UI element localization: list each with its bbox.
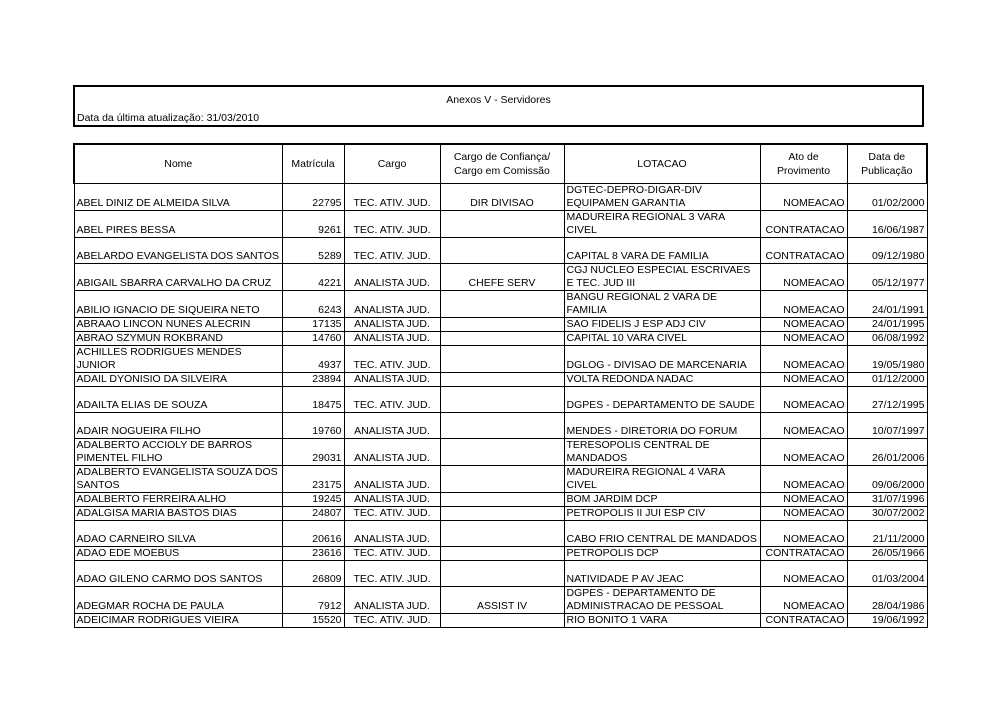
cell-cargo: ANALISTA JUD. (344, 466, 440, 493)
cell-ato: NOMEACAO (760, 184, 847, 211)
cell-cargo: TEC. ATIV. JUD. (344, 238, 440, 264)
cell-matricula: 23616 (282, 547, 344, 561)
cell-cargo: TEC. ATIV. JUD. (344, 346, 440, 373)
cell-cargo: ANALISTA JUD. (344, 264, 440, 291)
cell-cargo: ANALISTA JUD. (344, 332, 440, 346)
cell-ato: CONTRATACAO (760, 547, 847, 561)
cell-data: 27/12/1995 (847, 387, 927, 413)
report-header (73, 85, 924, 127)
cell-data: 05/12/1977 (847, 264, 927, 291)
table-row (74, 332, 927, 346)
cell-cargo: ANALISTA JUD. (344, 291, 440, 318)
cell-confianca (440, 493, 564, 507)
cell-ato: NOMEACAO (760, 493, 847, 507)
cell-ato: NOMEACAO (760, 587, 847, 614)
cell-nome: ADEICIMAR RODRIGUES VIEIRA (74, 614, 282, 628)
cell-data: 09/12/1980 (847, 238, 927, 264)
cell-ato: NOMEACAO (760, 439, 847, 466)
servidores-table (73, 143, 928, 628)
cell-ato: NOMEACAO (760, 466, 847, 493)
cell-data: 31/07/1996 (847, 493, 927, 507)
cell-ato: NOMEACAO (760, 264, 847, 291)
cell-ato: NOMEACAO (760, 521, 847, 547)
cell-lotacao: PETROPOLIS II JUI ESP CIV (564, 507, 760, 521)
cell-ato: CONTRATACAO (760, 211, 847, 238)
col-header-lotacao: LOTACAO (564, 144, 760, 184)
cell-matricula: 23175 (282, 466, 344, 493)
table-row (74, 587, 927, 614)
cell-confianca: CHEFE SERV (440, 264, 564, 291)
cell-nome: ABRAAO LINCON NUNES ALECRIN (74, 318, 282, 332)
cell-confianca (440, 413, 564, 439)
cell-data: 24/01/1991 (847, 291, 927, 318)
cell-matricula: 19245 (282, 493, 344, 507)
cell-confianca (440, 346, 564, 373)
cell-confianca: DIR DIVISAO (440, 184, 564, 211)
cell-matricula: 17135 (282, 318, 344, 332)
cell-cargo: ANALISTA JUD. (344, 318, 440, 332)
cell-lotacao: BANGU REGIONAL 2 VARA DE FAMILIA (564, 291, 760, 318)
cell-confianca (440, 373, 564, 387)
table-row (74, 264, 927, 291)
cell-matricula: 4937 (282, 346, 344, 373)
cell-cargo: ANALISTA JUD. (344, 413, 440, 439)
cell-data: 01/12/2000 (847, 373, 927, 387)
cell-confianca (440, 466, 564, 493)
cell-matricula: 9261 (282, 211, 344, 238)
cell-cargo: TEC. ATIV. JUD. (344, 561, 440, 587)
cell-confianca (440, 547, 564, 561)
cell-lotacao: MADUREIRA REGIONAL 3 VARA CIVEL (564, 211, 760, 238)
cell-matricula: 29031 (282, 439, 344, 466)
cell-lotacao: CGJ NUCLEO ESPECIAL ESCRIVAES E TEC. JUD III (564, 264, 760, 291)
col-header-confianca: Cargo de Confiança/ Cargo em Comissão (440, 144, 564, 184)
cell-data: 06/08/1992 (847, 332, 927, 346)
cell-data: 01/02/2000 (847, 184, 927, 211)
cell-cargo: TEC. ATIV. JUD. (344, 184, 440, 211)
cell-confianca (440, 318, 564, 332)
table-header-row (74, 144, 927, 184)
cell-cargo: TEC. ATIV. JUD. (344, 211, 440, 238)
update-date: Data da última atualização: 31/03/2010 (77, 112, 260, 124)
report-title: Anexos V - Servidores (446, 94, 551, 106)
cell-lotacao: VOLTA REDONDA NADAC (564, 373, 760, 387)
cell-cargo: TEC. ATIV. JUD. (344, 507, 440, 521)
table-row (74, 318, 927, 332)
cell-data: 16/06/1987 (847, 211, 927, 238)
cell-nome: ADALBERTO ACCIOLY DE BARROS PIMENTEL FILHO (74, 439, 282, 466)
cell-nome: ADAILTA ELIAS DE SOUZA (74, 387, 282, 413)
cell-nome: ABIGAIL SBARRA CARVALHO DA CRUZ (74, 264, 282, 291)
cell-ato: NOMEACAO (760, 561, 847, 587)
cell-cargo: ANALISTA JUD. (344, 373, 440, 387)
table-row (74, 211, 927, 238)
cell-matricula: 19760 (282, 413, 344, 439)
table-row (74, 387, 927, 413)
cell-ato: CONTRATACAO (760, 614, 847, 628)
cell-nome: ADALBERTO FERREIRA ALHO (74, 493, 282, 507)
cell-nome: ADALBERTO EVANGELISTA SOUZA DOS SANTOS (74, 466, 282, 493)
cell-cargo: TEC. ATIV. JUD. (344, 547, 440, 561)
cell-ato: NOMEACAO (760, 332, 847, 346)
cell-nome: ADAO CARNEIRO SILVA (74, 521, 282, 547)
cell-matricula: 7912 (282, 587, 344, 614)
cell-matricula: 18475 (282, 387, 344, 413)
cell-data: 19/06/1992 (847, 614, 927, 628)
cell-lotacao: DGPES - DEPARTAMENTO DE SAUDE (564, 387, 760, 413)
cell-nome: ABRAO SZYMUN ROKBRAND (74, 332, 282, 346)
cell-ato: NOMEACAO (760, 373, 847, 387)
cell-ato: NOMEACAO (760, 318, 847, 332)
table-row (74, 493, 927, 507)
cell-data: 21/11/2000 (847, 521, 927, 547)
cell-confianca (440, 291, 564, 318)
col-header-matricula: Matrícula (282, 144, 344, 184)
cell-data: 10/07/1997 (847, 413, 927, 439)
cell-nome: ADEGMAR ROCHA DE PAULA (74, 587, 282, 614)
cell-cargo: ANALISTA JUD. (344, 587, 440, 614)
table-row (74, 291, 927, 318)
cell-matricula: 20616 (282, 521, 344, 547)
cell-lotacao: DGPES - DEPARTAMENTO DE ADMINISTRACAO DE PESSOAL (564, 587, 760, 614)
col-header-cargo: Cargo (344, 144, 440, 184)
cell-data: 26/05/1966 (847, 547, 927, 561)
cell-confianca (440, 238, 564, 264)
cell-matricula: 24807 (282, 507, 344, 521)
cell-data: 26/01/2006 (847, 439, 927, 466)
cell-matricula: 4221 (282, 264, 344, 291)
cell-matricula: 14760 (282, 332, 344, 346)
cell-cargo: ANALISTA JUD. (344, 439, 440, 466)
cell-ato: NOMEACAO (760, 346, 847, 373)
cell-ato: CONTRATACAO (760, 238, 847, 264)
cell-lotacao: SAO FIDELIS J ESP ADJ CIV (564, 318, 760, 332)
cell-ato: NOMEACAO (760, 507, 847, 521)
cell-nome: ADAIL DYONISIO DA SILVEIRA (74, 373, 282, 387)
cell-lotacao: CAPITAL 10 VARA CIVEL (564, 332, 760, 346)
cell-confianca (440, 521, 564, 547)
cell-data: 30/07/2002 (847, 507, 927, 521)
table-row (74, 346, 927, 373)
cell-confianca (440, 507, 564, 521)
cell-matricula: 22795 (282, 184, 344, 211)
cell-lotacao: MENDES - DIRETORIA DO FORUM (564, 413, 760, 439)
cell-confianca (440, 439, 564, 466)
cell-data: 28/04/1986 (847, 587, 927, 614)
cell-nome: ABEL PIRES BESSA (74, 211, 282, 238)
cell-confianca (440, 332, 564, 346)
cell-confianca (440, 561, 564, 587)
cell-matricula: 26809 (282, 561, 344, 587)
cell-lotacao: TERESOPOLIS CENTRAL DE MANDADOS (564, 439, 760, 466)
cell-nome: ABEL DINIZ DE ALMEIDA SILVA (74, 184, 282, 211)
cell-confianca (440, 211, 564, 238)
cell-lotacao: MADUREIRA REGIONAL 4 VARA CIVEL (564, 466, 760, 493)
table-row (74, 507, 927, 521)
cell-ato: NOMEACAO (760, 291, 847, 318)
cell-nome: ADAIR NOGUEIRA FILHO (74, 413, 282, 439)
cell-ato: NOMEACAO (760, 387, 847, 413)
table-row (74, 373, 927, 387)
cell-data: 19/05/1980 (847, 346, 927, 373)
cell-lotacao: CAPITAL 8 VARA DE FAMILIA (564, 238, 760, 264)
cell-lotacao: RIO BONITO 1 VARA (564, 614, 760, 628)
cell-matricula: 6243 (282, 291, 344, 318)
cell-cargo: TEC. ATIV. JUD. (344, 614, 440, 628)
cell-lotacao: CABO FRIO CENTRAL DE MANDADOS (564, 521, 760, 547)
table-row (74, 413, 927, 439)
table-row (74, 561, 927, 587)
cell-data: 09/06/2000 (847, 466, 927, 493)
table-row (74, 238, 927, 264)
cell-lotacao: PETROPOLIS DCP (564, 547, 760, 561)
table-row (74, 466, 927, 493)
cell-nome: ADALGISA MARIA BASTOS DIAS (74, 507, 282, 521)
table-row (74, 439, 927, 466)
table-row (74, 184, 927, 211)
table-row (74, 521, 927, 547)
col-header-data: Data de Publicação (847, 144, 927, 184)
table-body (74, 184, 927, 628)
cell-lotacao: BOM JARDIM DCP (564, 493, 760, 507)
cell-confianca (440, 387, 564, 413)
cell-data: 01/03/2004 (847, 561, 927, 587)
cell-ato: NOMEACAO (760, 413, 847, 439)
cell-nome: ADAO EDE MOEBUS (74, 547, 282, 561)
cell-confianca (440, 614, 564, 628)
cell-nome: ABILIO IGNACIO DE SIQUEIRA NETO (74, 291, 282, 318)
table-row (74, 614, 927, 628)
cell-matricula: 5289 (282, 238, 344, 264)
col-header-nome: Nome (74, 144, 282, 184)
cell-cargo: TEC. ATIV. JUD. (344, 387, 440, 413)
cell-matricula: 23894 (282, 373, 344, 387)
col-header-ato: Ato de Provimento (760, 144, 847, 184)
cell-nome: ADAO GILENO CARMO DOS SANTOS (74, 561, 282, 587)
cell-lotacao: NATIVIDADE P AV JEAC (564, 561, 760, 587)
cell-cargo: ANALISTA JUD. (344, 493, 440, 507)
cell-nome: ACHILLES RODRIGUES MENDES JUNIOR (74, 346, 282, 373)
cell-matricula: 15520 (282, 614, 344, 628)
cell-confianca: ASSIST IV (440, 587, 564, 614)
cell-cargo: ANALISTA JUD. (344, 521, 440, 547)
cell-nome: ABELARDO EVANGELISTA DOS SANTOS (74, 238, 282, 264)
table-row (74, 547, 927, 561)
cell-lotacao: DGLOG - DIVISAO DE MARCENARIA (564, 346, 760, 373)
cell-data: 24/01/1995 (847, 318, 927, 332)
cell-lotacao: DGTEC-DEPRO-DIGAR-DIV EQUIPAMEN GARANTIA (564, 184, 760, 211)
